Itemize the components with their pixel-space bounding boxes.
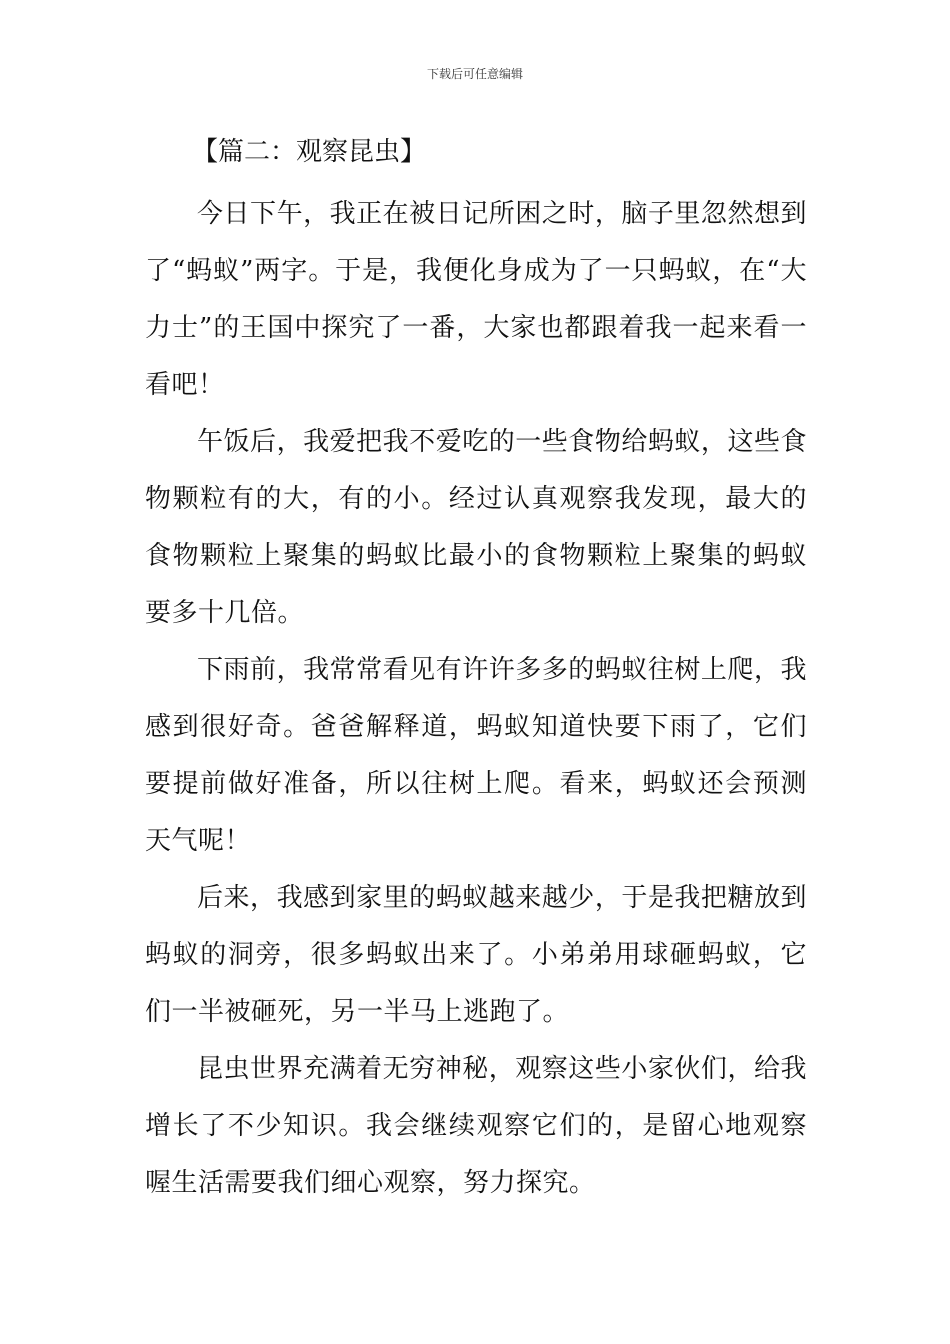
document-body xyxy=(145,128,807,1212)
page-header: 下载后可任意编辑 xyxy=(426,67,523,81)
paragraph-1: 今日下午，我正在被日记所困之时，脑子里忽然想到了“蚂蚁”两字。于是，我便化身成为了一只蚂蚁，在“大力士”的王国中探究了一番，大家也都跟着我一起来看一看吧！ xyxy=(145,199,807,400)
paragraph-5: 昆虫世界充满着无穷神秘，观察这些小家伙们，给我增长了不少知识。我会继续观察它们的，是留心地观察喔生活需要我们细心观察，努力探究。 xyxy=(145,1054,807,1198)
paragraph-3: 下雨前，我常常看见有许许多多的蚂蚁往树上爬，我感到很好奇。爸爸解释道，蚂蚁知道快要下雨了，它们要提前做好准备，所以往树上爬。看来，蚂蚁还会预测天气呢！ xyxy=(145,655,807,856)
section-heading: 【篇二：观察昆虫】 xyxy=(192,137,427,167)
paragraph-4: 后来，我感到家里的蚂蚁越来越少，于是我把糖放到蚂蚁的洞旁，很多蚂蚁出来了。小弟弟用球砸蚂蚁，它们一半被砸死，另一半马上逃跑了。 xyxy=(145,883,807,1027)
paragraph-2: 午饭后，我爱把我不爱吃的一些食物给蚂蚁，这些食物颗粒有的大，有的小。经过认真观察我发现，最大的食物颗粒上聚集的蚂蚁比最小的食物颗粒上聚集的蚂蚁要多十几倍。 xyxy=(145,427,807,628)
